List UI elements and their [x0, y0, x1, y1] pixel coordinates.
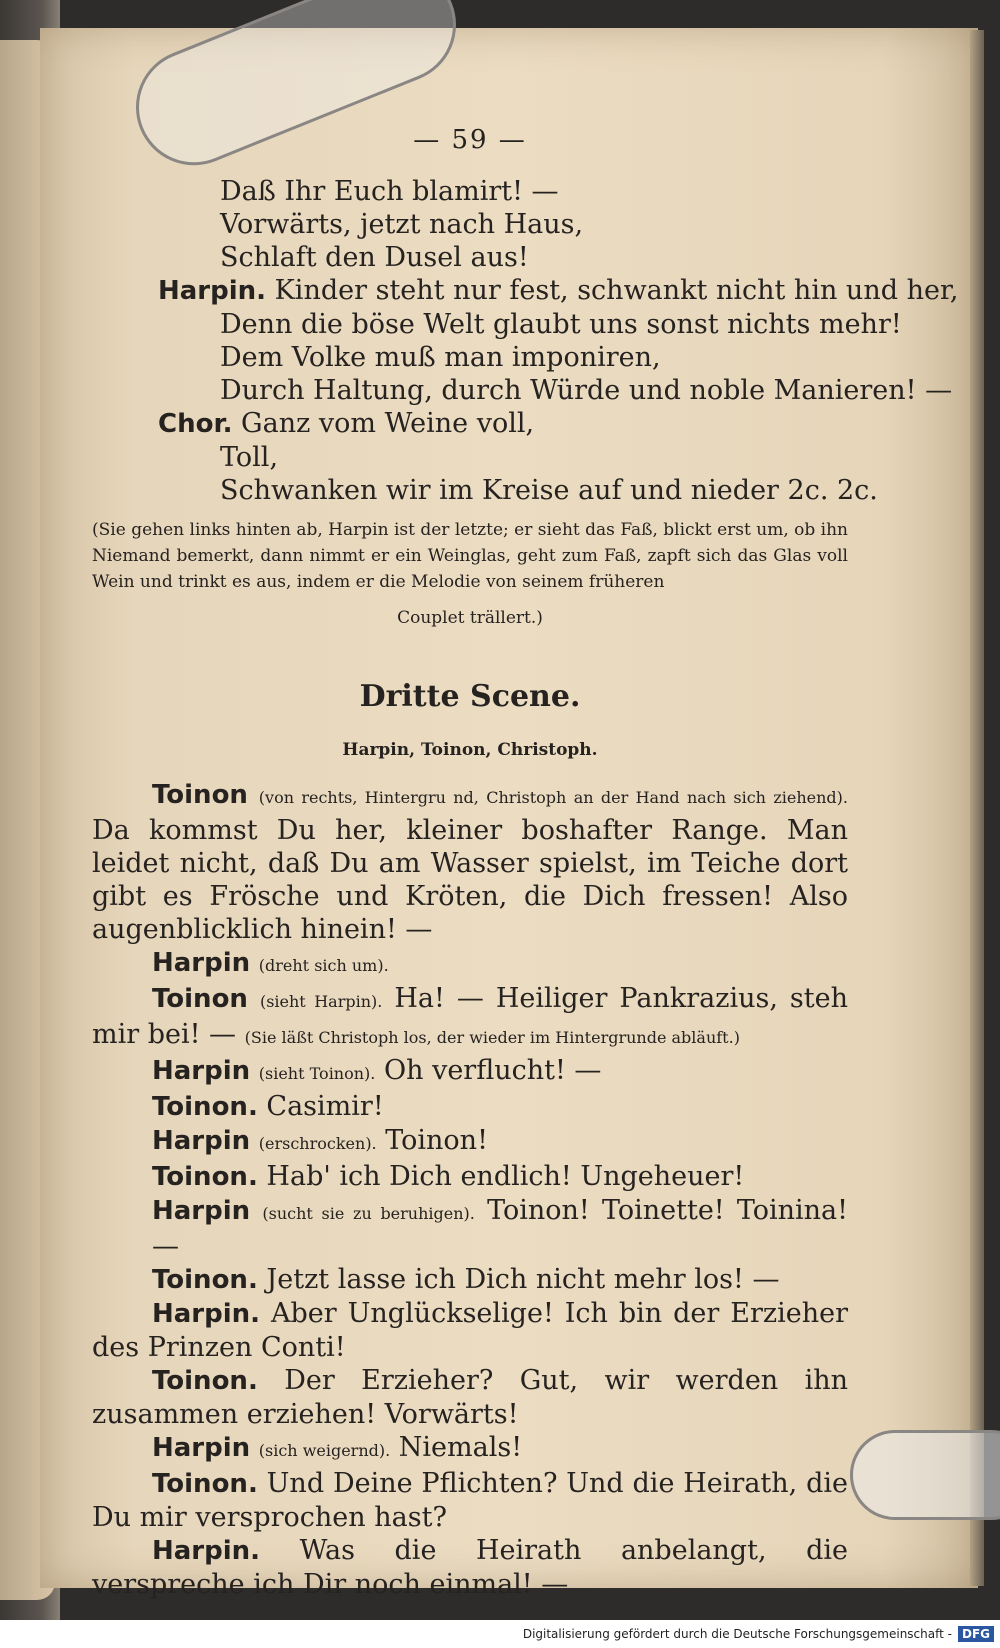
dialogue-line [92, 1124, 848, 1160]
speaker-name: Harpin. [152, 1536, 261, 1566]
holding-clip-bottom [850, 1430, 1000, 1520]
speaker-name: Harpin [152, 1196, 251, 1226]
speaker-name: Chor. [158, 409, 233, 439]
dialogue-line [92, 1160, 848, 1194]
scene-persons: Harpin, Toinon, Christoph. [342, 740, 598, 760]
verse-line: Toll, [220, 442, 279, 473]
inline-direction: (Sie läßt Christoph los, der wieder im Hintergrunde abläuft.) [244, 1028, 740, 1047]
inline-direction: (sieht Toinon). [258, 1064, 376, 1083]
page-number: — 59 — [413, 125, 527, 155]
dialogue-text: Und Deine Pflichten? Und die Heirath, die Du mir versprochen hast? [92, 1468, 848, 1533]
dialogue-text: Aber Unglückselige! Ich bin der Erzieher des Prinzen Conti! [92, 1298, 848, 1363]
dialogue-line [92, 982, 848, 1054]
dialogue-line [92, 778, 848, 946]
dialogue-line [92, 1090, 848, 1124]
dialogue-line [92, 1431, 848, 1467]
speaker-name: Toinon. [152, 1092, 258, 1122]
text-column [92, 125, 959, 1601]
scene-title: Dritte Scene. [359, 679, 581, 714]
stage-direction: (Sie gehen links hinten ab, Harpin ist der letzte; er sieht das Faß, blickt erst um, ob ihn Niemand bemerkt, dann nimmt er ein Weinglas, geht zum Faß, zapft sich das Glas voll Wein und trinkt es aus, indem er die Melodie von seinem früheren [92, 520, 848, 592]
dialogue-text: Der Erzieher? Gut, wir werden ihn zusammen erziehen! Vorwärts! [92, 1365, 848, 1430]
verse-line: Dem Volke muß man imponiren, [220, 342, 661, 373]
footer-text: Digitalisierung gefördert durch die Deutsche Forschungsgemeinschaft - [522, 1627, 952, 1641]
dialogue-line [92, 1297, 848, 1364]
speaker-name: Toinon. [152, 1265, 258, 1295]
dialogue-text: Hab' ich Dich endlich! Ungeheuer! [266, 1161, 745, 1192]
speaker-name: Harpin [152, 948, 251, 978]
stage-direction-end: Couplet trällert.) [397, 608, 543, 628]
inline-direction: (sucht sie zu beruhigen). [262, 1204, 475, 1223]
dialogue-text: Toinon! Toinette! Toinina! — [152, 1195, 849, 1262]
speaker-name: Toinon [152, 780, 248, 810]
dialogue-line [92, 1263, 848, 1297]
speaker-name: Toinon [152, 984, 248, 1014]
dialogue-line [92, 1194, 848, 1263]
dialogue-text: Da kommst Du her, kleiner boshafter Range. Man leidet nicht, daß Du am Wasser spielst, im Teiche dort gibt es Frösche und Kröten, die Dich fressen! Also augenblicklich hinein! — [92, 815, 848, 945]
dialogue-text: Oh verflucht! — [383, 1055, 602, 1086]
page-stack-edge [970, 30, 984, 1586]
dialogue-text: Niemals! [398, 1432, 523, 1463]
digitization-footer [0, 1620, 1000, 1648]
verse-line [92, 407, 848, 441]
verse-line: Vorwärts, jetzt nach Haus, [220, 209, 584, 240]
dialogue-block [92, 778, 848, 1601]
inline-direction: (sich weigernd). [258, 1441, 391, 1460]
speaker-name: Harpin [152, 1126, 251, 1156]
verse-text: Ganz vom Weine voll, [241, 408, 535, 439]
dialogue-text: Toinon! [385, 1125, 488, 1156]
dialogue-line [92, 946, 848, 982]
speaker-name: Toinon. [152, 1162, 258, 1192]
speaker-name: Harpin [152, 1433, 251, 1463]
dialogue-line [92, 1467, 848, 1534]
verse-line: Daß Ihr Euch blamirt! — [220, 176, 559, 207]
dialogue-line [92, 1364, 848, 1431]
dialogue-text: Was die Heirath anbelangt, die verspreche ich Dir noch einmal! — [92, 1535, 848, 1600]
speaker-name: Harpin [152, 1056, 251, 1086]
inline-direction: (erschrocken). [258, 1134, 377, 1153]
dialogue-line [92, 1534, 848, 1601]
verse-line: Schwanken wir im Kreise auf und nieder 2c. 2c. [220, 475, 878, 506]
verse-line [92, 274, 959, 308]
verse-line: Schlaft den Dusel aus! [220, 242, 529, 273]
dialogue-text: Casimir! [266, 1091, 384, 1122]
dfg-logo: DFG [958, 1626, 994, 1642]
verse-line: Durch Haltung, durch Würde und noble Manieren! — [220, 375, 953, 406]
dialogue-line [92, 1054, 848, 1090]
inline-direction: (von rechts, Hintergru nd, Christoph an der Hand nach sich ziehend). [258, 788, 848, 807]
speaker-name: Harpin. [152, 1299, 261, 1329]
speaker-name: Harpin. [158, 276, 267, 306]
inline-direction: (dreht sich um). [258, 956, 389, 975]
dialogue-text: Ha! — Heiliger Pankrazius, steh mir bei! — [92, 983, 848, 1050]
dialogue-text: Jetzt lasse ich Dich nicht mehr los! — [266, 1264, 780, 1295]
speaker-name: Toinon. [152, 1469, 258, 1499]
speaker-name: Toinon. [152, 1366, 258, 1396]
verse-line: Denn die böse Welt glaubt uns sonst nichts mehr! [220, 309, 902, 340]
verse-text: Kinder steht nur fest, schwankt nicht hin und her, [274, 275, 959, 306]
inline-direction: (sieht Harpin). [259, 992, 383, 1011]
